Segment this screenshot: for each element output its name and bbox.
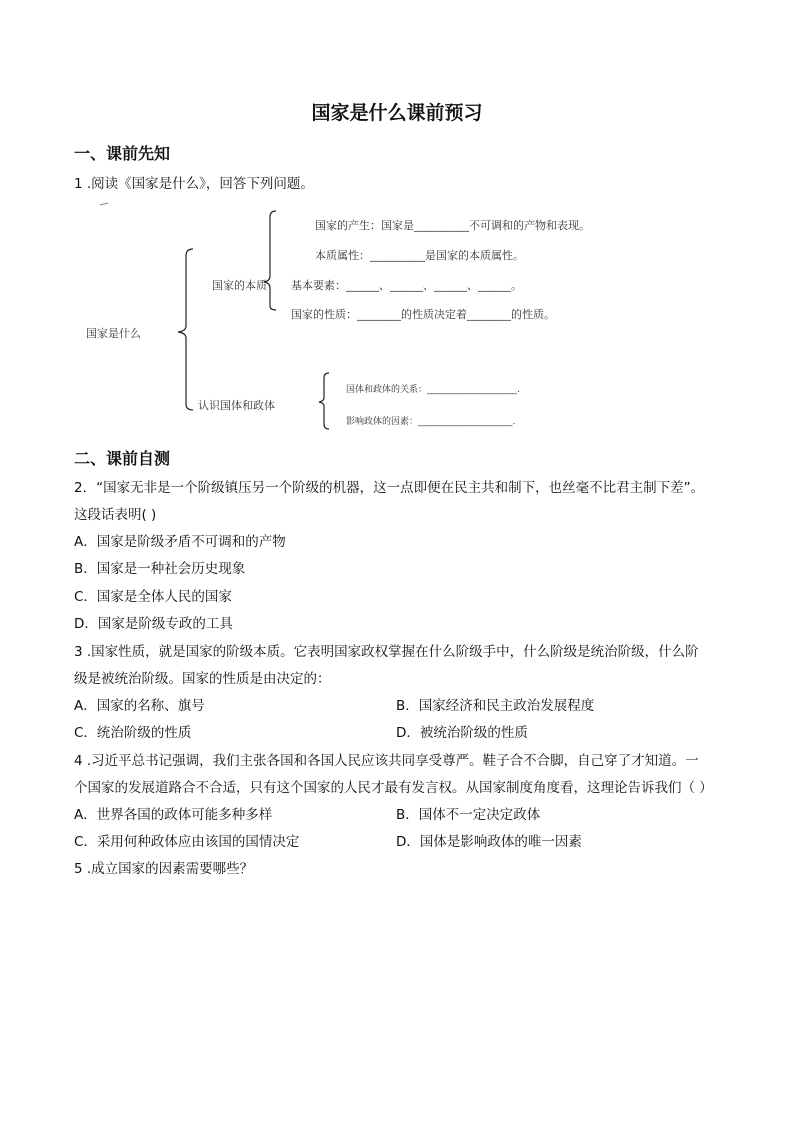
scan-mark xyxy=(100,203,108,205)
question-3-text: 3 .国家性质，就是国家的阶级本质。它表明国家政权掌握在什么阶级手中，什么阶级是统治阶级，什么阶 xyxy=(74,644,699,660)
branch2-brace xyxy=(319,373,329,429)
diagram-root: 国家是什么 xyxy=(86,327,141,340)
question-4-text: 个国家的发展道路合不合适，只有这个国家的人民才最有发言权。从国家制度角度看，这理论告诉我们（ ） xyxy=(74,780,713,796)
q3-option-d[interactable]: D．被统治阶级的性质 xyxy=(396,725,528,741)
q3-option-c[interactable]: C．统治阶级的性质 xyxy=(74,725,192,741)
page-title: 国家是什么课前预习 xyxy=(311,102,483,124)
root-brace xyxy=(178,249,193,410)
q4-option-a[interactable]: A．世界各国的政体可能多种多样 xyxy=(74,807,273,823)
question-2-text: 2．“国家无非是一个阶级镇压另一个阶级的机器，这一点即便在民主共和制下，也丝毫不比君主制下差”。 xyxy=(74,480,705,496)
branch1-brace xyxy=(264,211,276,310)
q2-option-c[interactable]: C．国家是全体人民的国家 xyxy=(74,589,232,605)
diagram-item: 基本要素：______、______、______、______。 xyxy=(291,279,522,292)
q3-option-a[interactable]: A．国家的名称、旗号 xyxy=(74,698,205,714)
section-heading-preview: 一、课前先知 xyxy=(74,144,171,163)
q2-option-d[interactable]: D．国家是阶级专政的工具 xyxy=(74,616,233,632)
diagram-branch-system: 认识国体和政体 xyxy=(198,399,275,412)
q2-option-a[interactable]: A．国家是阶级矛盾不可调和的产物 xyxy=(74,534,286,550)
q4-option-c[interactable]: C．采用何种政体应由该国的国情决定 xyxy=(74,834,300,850)
section-heading-selftest: 二、课前自测 xyxy=(74,449,171,468)
diagram-item: 影响政体的因素：_____________________. xyxy=(346,417,516,427)
question-1: 1 .阅读《国家是什么》，回答下列问题。 xyxy=(74,176,314,192)
question-3-text: 级是被统治阶级。国家的性质是由决定的： xyxy=(74,671,331,687)
diagram-item: 本质属性：__________是国家的本质属性。 xyxy=(315,249,524,262)
diagram-item: 国体和政体的关系：____________________. xyxy=(346,385,520,395)
diagram-item: 国家的产生：国家是__________不可调和的产物和表现。 xyxy=(315,219,590,232)
question-2-text: 这段话表明( ) xyxy=(74,507,157,523)
q4-option-d[interactable]: D．国体是影响政体的唯一因素 xyxy=(396,834,582,850)
question-5-text: 5 .成立国家的因素需要哪些？ xyxy=(74,861,254,877)
q4-option-b[interactable]: B．国体不一定决定政体 xyxy=(396,807,541,823)
diagram-item: 国家的性质：________的性质决定着________的性质。 xyxy=(291,308,555,321)
question-4-text: 4 .习近平总书记强调，我们主张各国和各国人民应该共同享受尊严。鞋子合不合脚，自己穿了才知道。一 xyxy=(74,753,699,769)
q3-option-b[interactable]: B．国家经济和民主政治发展程度 xyxy=(396,698,595,714)
diagram-branch-essence: 国家的本质 xyxy=(212,279,267,292)
q2-option-b[interactable]: B．国家是一种社会历史现象 xyxy=(74,561,246,577)
